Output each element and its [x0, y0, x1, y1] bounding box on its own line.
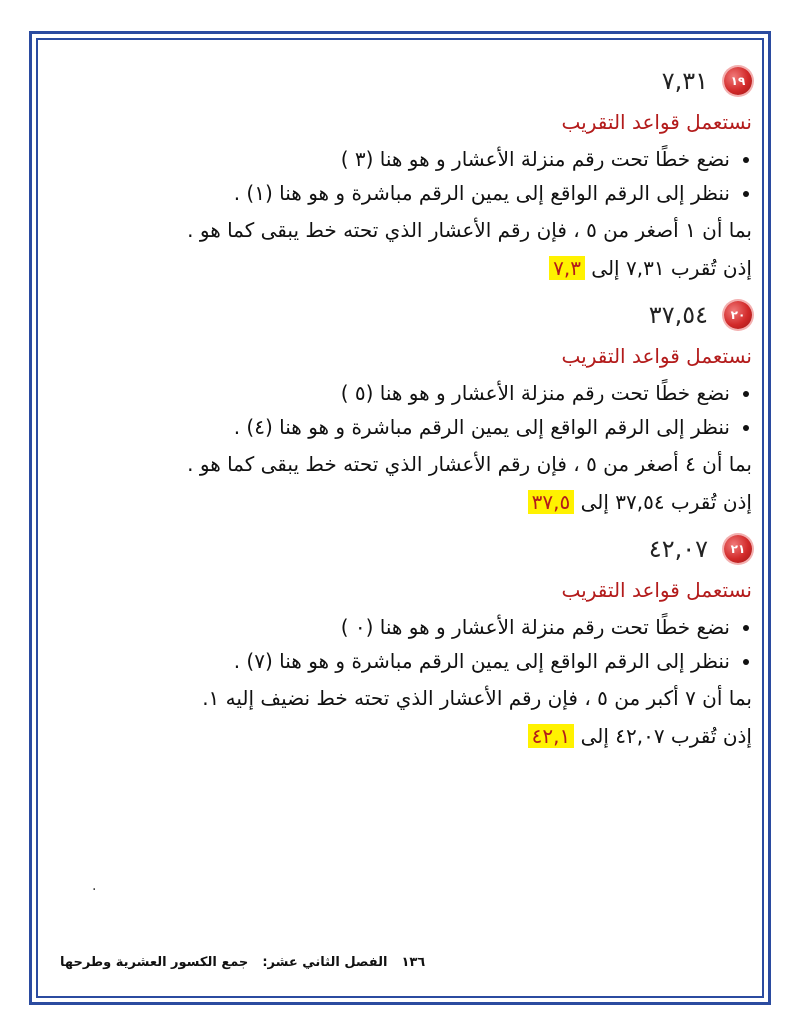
page-content — [52, 50, 752, 758]
step-look-right: • ننظر إلى الرقم الواقع إلى يمين الرقم مباشرة و هو هنا (١) . — [52, 178, 730, 208]
rule-title: نستعمل قواعد التقريب — [561, 110, 752, 134]
reason-text: بما أن ٧ أكبر من ٥ ، فإن رقم الأعشار الذي تحته خط نضيف إليه ١. — [202, 686, 752, 710]
step-look-right: • ننظر إلى الرقم الواقع إلى يمين الرقم مباشرة و هو هنا (٤) . — [52, 412, 730, 442]
problem-20 — [52, 292, 752, 518]
problem-number-badge: ٢٠ — [724, 301, 752, 329]
problem-number: ٣٧,٥٤ — [648, 301, 708, 329]
answer-highlight: ٧,٣ — [549, 256, 585, 280]
conclusion — [52, 720, 752, 752]
stray-dot: . — [92, 878, 97, 894]
conclusion — [52, 252, 752, 284]
problem-header — [52, 292, 752, 338]
rule-title: نستعمل قواعد التقريب — [561, 344, 752, 368]
reason-text: بما أن ١ أصغر من ٥ ، فإن رقم الأعشار الذي تحته خط يبقى كما هو . — [187, 218, 752, 242]
conclusion-text: إذن تُقرب ٤٢,٠٧ إلى — [580, 724, 752, 748]
problem-19 — [52, 58, 752, 284]
conclusion — [52, 486, 752, 518]
step-underline: • نضع خطًا تحت رقم منزلة الأعشار و هو هنا (٥ ) — [52, 378, 730, 408]
step-underline: • نضع خطًا تحت رقم منزلة الأعشار و هو هنا (٠ ) — [52, 612, 730, 642]
problem-number: ٤٢,٠٧ — [648, 535, 708, 563]
rule-title: نستعمل قواعد التقريب — [561, 578, 752, 602]
step-look-right: • ننظر إلى الرقم الواقع إلى يمين الرقم مباشرة و هو هنا (٧) . — [52, 646, 730, 676]
chapter-title: جمع الكسور العشرية وطرحها — [60, 955, 249, 970]
problem-number-badge: ٢١ — [724, 535, 752, 563]
reason-text: بما أن ٤ أصغر من ٥ ، فإن رقم الأعشار الذي تحته خط يبقى كما هو . — [187, 452, 752, 476]
answer-highlight: ٣٧,٥ — [528, 490, 575, 514]
step-underline: • نضع خطًا تحت رقم منزلة الأعشار و هو هنا (٣ ) — [52, 144, 730, 174]
page-number: ١٣٦ — [401, 955, 426, 970]
problem-header — [52, 58, 752, 104]
conclusion-text: إذن تُقرب ٧,٣١ إلى — [591, 256, 752, 280]
problem-number: ٧,٣١ — [661, 67, 708, 95]
steps-list — [52, 378, 752, 442]
steps-list — [52, 144, 752, 208]
answer-highlight: ٤٢,١ — [528, 724, 575, 748]
chapter-label: الفصل الثاني عشر: — [262, 955, 388, 970]
problem-21 — [52, 526, 752, 752]
problem-number-badge: ١٩ — [724, 67, 752, 95]
page-footer — [60, 955, 425, 970]
steps-list — [52, 612, 752, 676]
conclusion-text: إذن تُقرب ٣٧,٥٤ إلى — [580, 490, 752, 514]
problem-header — [52, 526, 752, 572]
